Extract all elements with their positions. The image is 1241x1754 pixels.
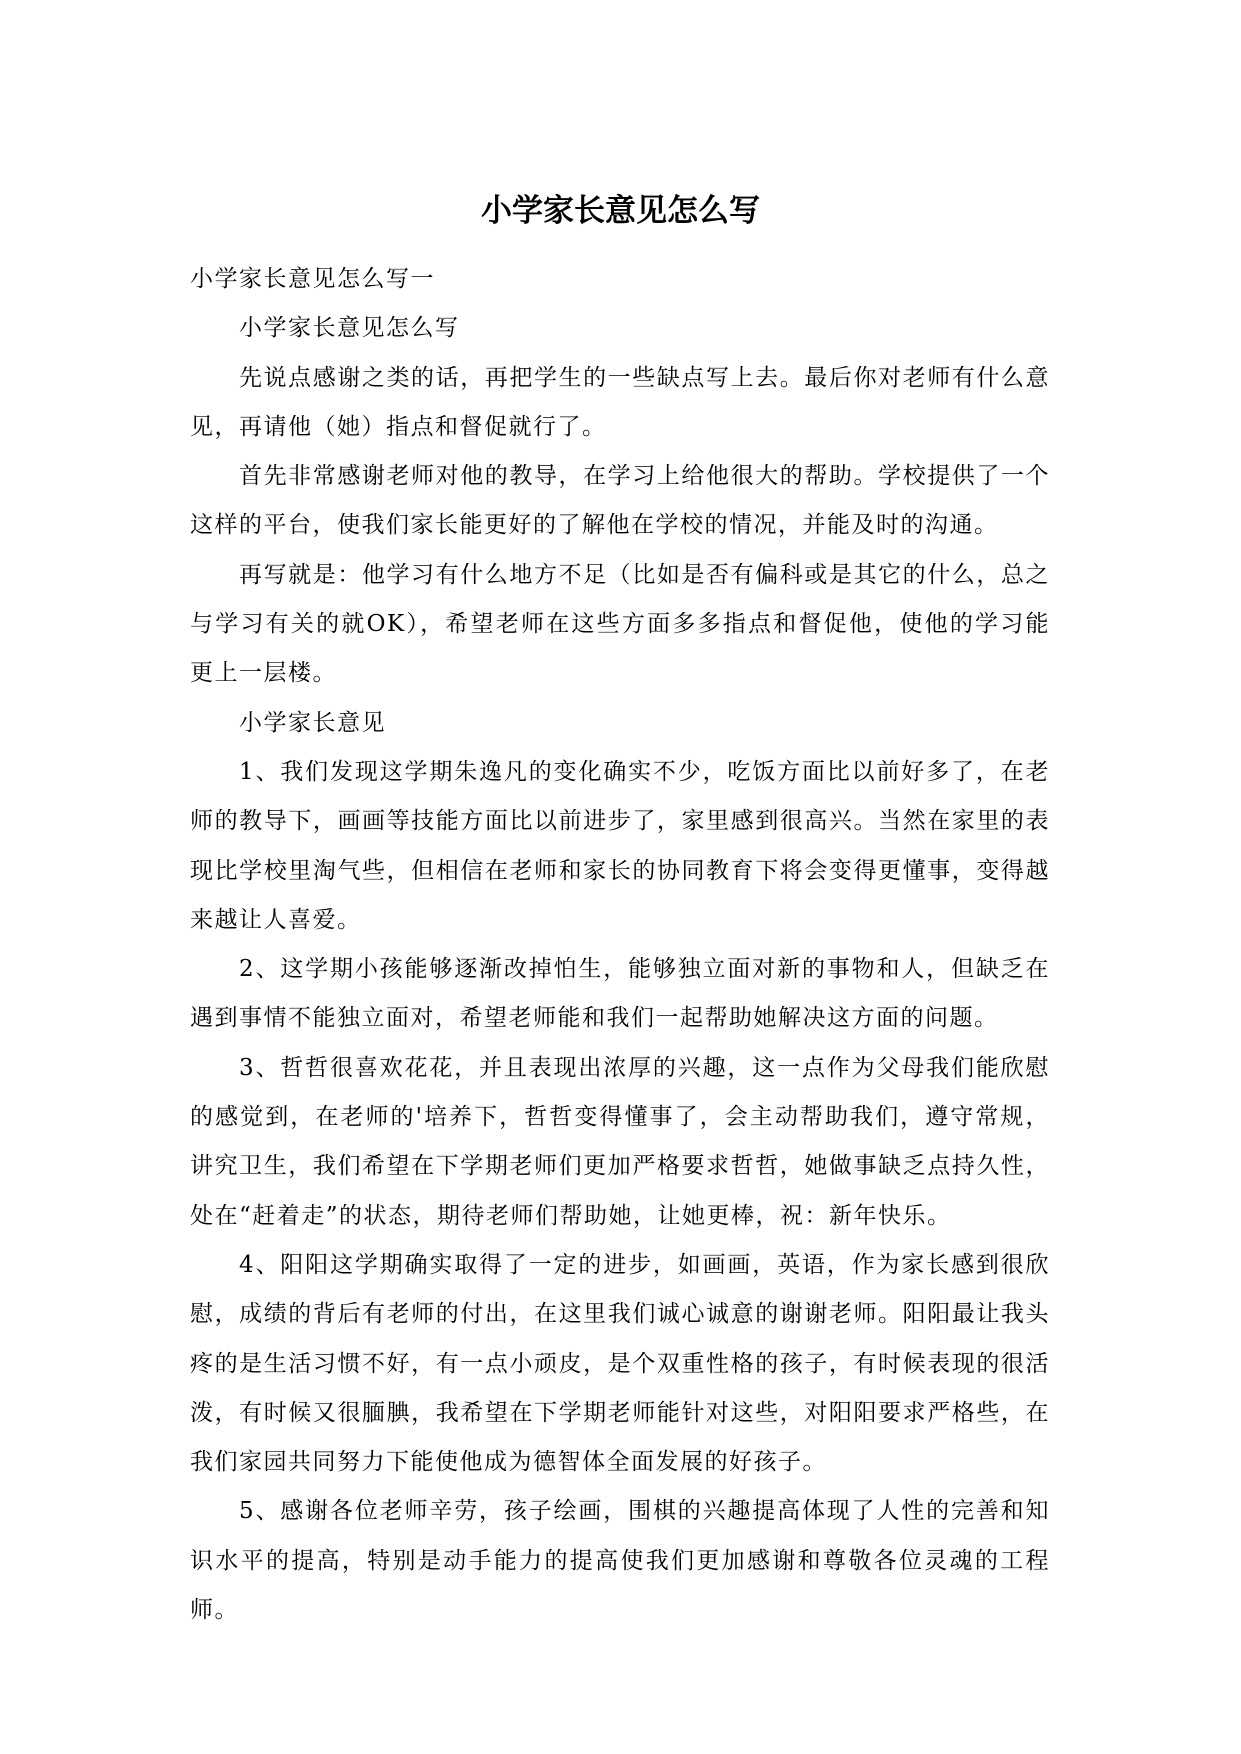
list-item: 2、这学期小孩能够逐渐改掉怕生，能够独立面对新的事物和人，但缺乏在遇到事情不能独立面对，希望老师能和我们一起帮助她解决这方面的问题。 — [190, 956, 1050, 1032]
list-item: 4、阳阳这学期确实取得了一定的进步，如画画，英语，作为家长感到很欣慰，成绩的背后有老师的付出，在这里我们诚心诚意的谢谢老师。阳阳最让我头疼的是生活习惯不好，有一点小顽皮，是个双重性格的孩子，有时候表现的很活泼，有时候又很腼腆，我希望在下学期老师能针对这些，对阳阳要求严格些，在我们家园共同努力下能使他成为德智体全面发展的好孩子。 — [190, 1251, 1050, 1476]
paragraph: 先说点感谢之类的话，再把学生的一些缺点写上去。最后你对老师有什么意见，再请他（她）指点和督促就行了。 — [190, 364, 1050, 440]
subheading-how-to-write: 小学家长意见怎么写 — [239, 315, 460, 342]
list-item: 5、感谢各位老师辛劳，孩子绘画，围棋的兴趣提高体现了人性的完善和知识水平的提高，特别是动手能力的提高使我们更加感谢和尊敬各位灵魂的工程师。 — [190, 1498, 1050, 1624]
document-body — [190, 255, 1050, 1635]
document-title: 小学家长意见怎么写 — [481, 193, 760, 229]
paragraph: 再写就是：他学习有什么地方不足（比如是否有偏科或是其它的什么，总之与学习有关的就OK），希望老师在这些方面多多指点和督促他，使他的学习能更上一层楼。 — [190, 561, 1050, 687]
subheading-parent-opinion: 小学家长意见 — [239, 709, 386, 736]
paragraph: 首先非常感谢老师对他的教导，在学习上给他很大的帮助。学校提供了一个这样的平台，使我们家长能更好的了解他在学校的情况，并能及时的沟通。 — [190, 463, 1050, 539]
list-item: 1、我们发现这学期朱逸凡的变化确实不少，吃饭方面比以前好多了，在老师的教导下，画画等技能方面比以前进步了，家里感到很高兴。当然在家里的表现比学校里淘气些，但相信在老师和家长的协同教育下将会变得更懂事，变得越来越让人喜爱。 — [190, 758, 1050, 933]
list-item: 3、哲哲很喜欢花花，并且表现出浓厚的兴趣，这一点作为父母我们能欣慰的感觉到，在老师的'培养下，哲哲变得懂事了，会主动帮助我们，遵守常规，讲究卫生，我们希望在下学期老师们更加严格要求哲哲，她做事缺乏点持久性，处在“赶着走”的状态，期待老师们帮助她，让她更棒，祝：新年快乐。 — [190, 1054, 1050, 1229]
section-heading: 小学家长意见怎么写一 — [190, 266, 435, 292]
